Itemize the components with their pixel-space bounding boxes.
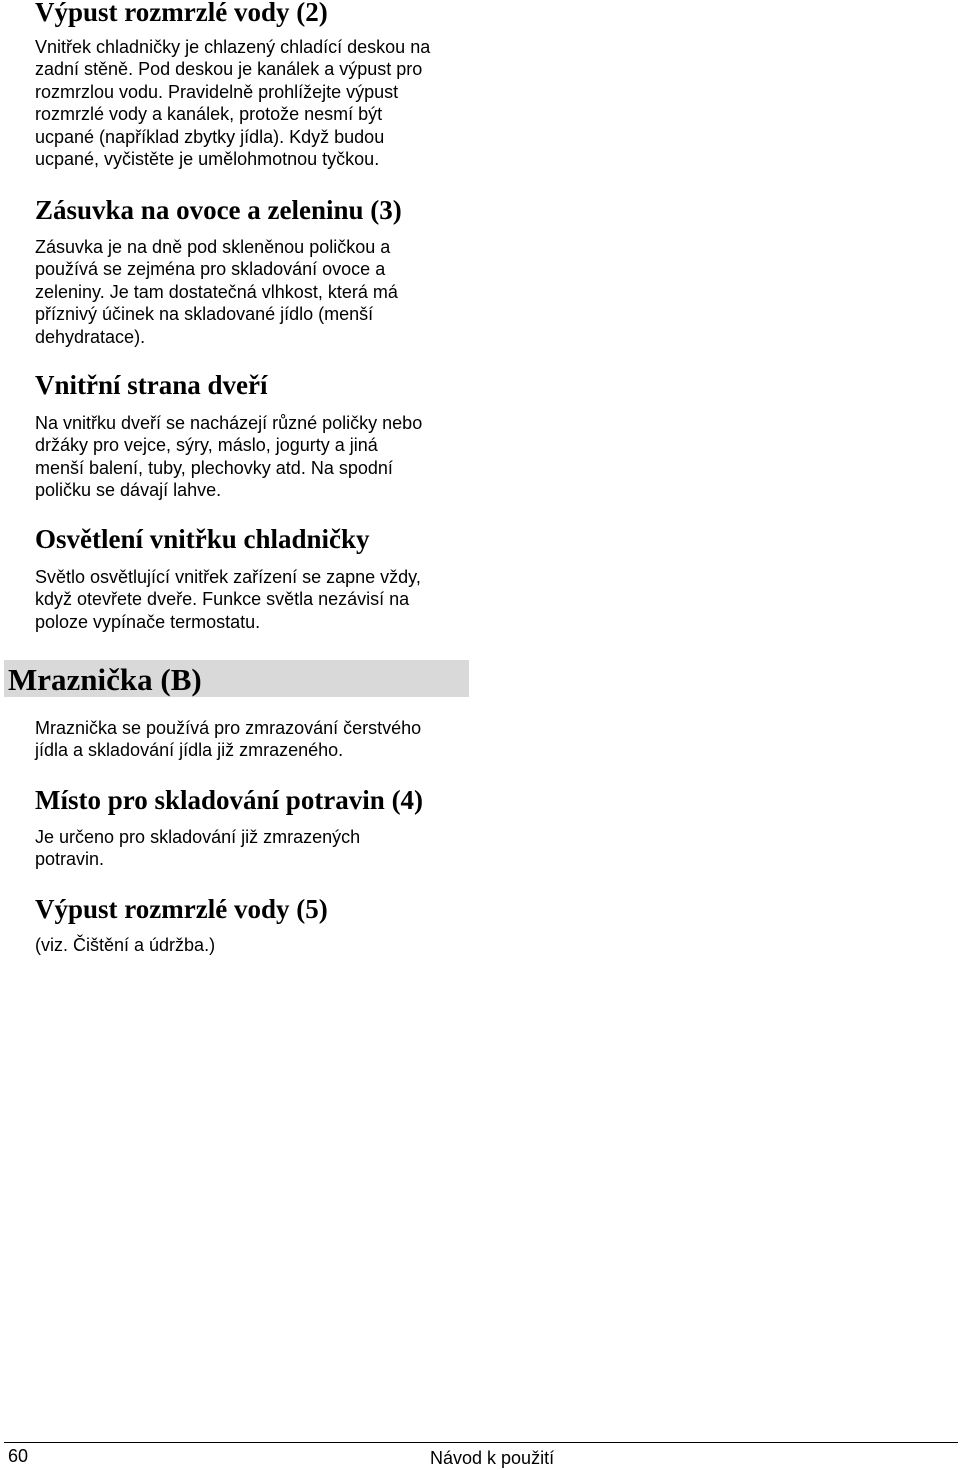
heading-defrost-drain-5: Výpust rozmrzlé vody (5) [35,894,328,924]
heading-door-inside: Vnitřní strana dveří [35,370,268,400]
paragraph-crisper-drawer-3: Zásuvka je na dně pod skleněnou poličkou a používá se zejména pro skladování ovoce a zeleniny. Je tam dostatečná vlhkost, která má příznivý účinek na skladované jídlo (menší dehydratace). [35,237,398,347]
footer-divider [4,1442,958,1443]
paragraph-door-inside: Na vnitřku dveří se nacházejí různé poličky nebo držáky pro vejce, sýry, máslo, jogurty a jiná menší balení, tuby, plechovky atd. Na spodní poličku se dávají lahve. [35,413,423,501]
page-number: 60 [8,1446,29,1466]
paragraph-freezer-b: Mraznička se používá pro zmrazování čerstvého jídla a skladování jídla již zmrazeného. [35,718,422,761]
paragraph-storage-4: Je určeno pro skladování již zmrazených potravin. [35,827,361,870]
footer-document-title: Návod k použití [430,1448,555,1468]
heading-crisper-drawer-3: Zásuvka na ovoce a zeleninu (3) [35,195,402,225]
paragraph-interior-light: Světlo osvětlující vnitřek zařízení se zapne vždy, když otevřete dveře. Funkce světla nezávisí na poloze vypínače termostatu. [35,567,421,632]
heading-defrost-drain-2: Výpust rozmrzlé vody (2) [35,0,328,27]
heading-storage-4: Místo pro skladování potravin (4) [35,785,424,815]
heading-interior-light: Osvětlení vnitřku chladničky [35,524,370,554]
paragraph-defrost-drain-2: Vnitřek chladničky je chlazený chladící deskou na zadní stěně. Pod deskou je kanálek a výpust pro rozmrzlou vodu. Pravidelně prohlížejte výpust rozmrzlé vody a kanálek, protože nesmí být ucpané (například zbytky jídla). Když budou ucpané, vyčistěte je umělohmotnou tyčkou. [35,37,431,170]
paragraph-defrost-drain-5: (viz. Čištění a údržba.) [35,935,216,955]
section-title-freezer-b: Mraznička (B) [8,662,202,697]
